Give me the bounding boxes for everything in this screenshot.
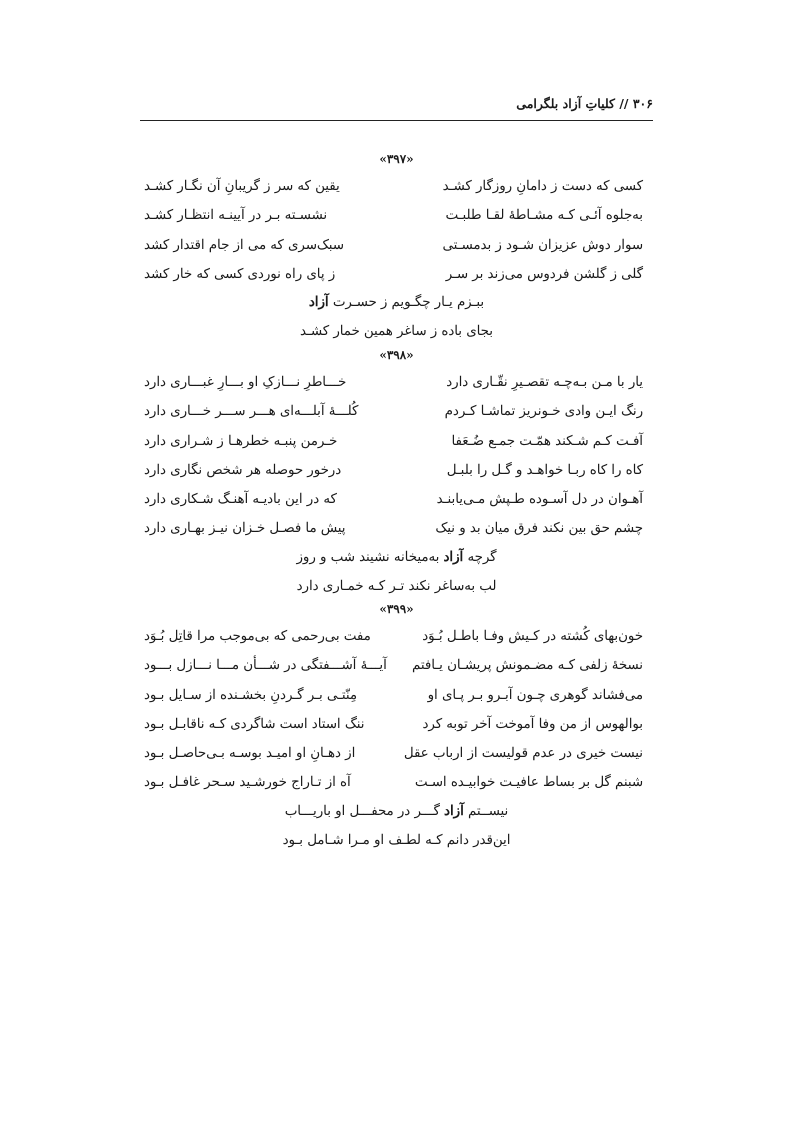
second-hemistich: خـرمن پنبـه خطرهـا ز شـراری دارد — [144, 433, 338, 449]
header-text — [516, 96, 653, 111]
second-hemistich: نشسـته بـر در آیینـه انتظـار کشـد — [144, 208, 328, 224]
second-hemistich: سبک‌سری که می از جام اقتدار کشد — [144, 237, 344, 253]
page-number: ۳۰۶ — [632, 96, 653, 111]
second-hemistich: درخور حوصله هر شخص نگاری دارد — [144, 462, 342, 478]
second-hemistich: یقین که سر ز گریبانِ آن نگـار کشـد — [144, 179, 340, 194]
second-hemistich: ز پای راه نوردی کسی که خار کشد — [144, 266, 336, 282]
second-hemistich: خـــاطرِ نـــازکِ او بـــارِ غبـــاری دارد — [144, 375, 347, 390]
poem-number: «۳۹۸» — [379, 348, 414, 362]
closing-text: گـــر در محفـــل او باریـــاب — [284, 803, 445, 819]
closing-text: گرچه — [463, 549, 497, 565]
first-hemistich: چشم حق بین نکند فرق میان بد و نیک — [435, 521, 643, 537]
second-hemistich: آیـــهٔ آشـــفتگی در شـــأن مـــا نـــازل بـــود — [144, 658, 387, 674]
closing-text: به‌میخانه نشیند شب و روز — [296, 549, 444, 565]
first-hemistich: شبنم گل بر بساط عافیـت خوابیـده اسـت — [414, 775, 643, 791]
second-hemistich: ننگ استاد است شاگردی کـه ناقابـل بـود — [144, 716, 365, 732]
second-hemistich: پیش ما فصـل خـزان نیـز بهـاری دارد — [144, 521, 346, 537]
header-separator: // — [619, 96, 629, 111]
couplet — [140, 427, 653, 456]
first-hemistich: سوار دوش عزیزان شـود ز بدمسـتی — [442, 237, 643, 253]
first-hemistich: آفـت کـم شـکند همّـت جمـع ضُـعَفا — [451, 433, 643, 449]
first-hemistich: نیست خیری در عدم قولیست از ارباب عقل — [403, 746, 643, 762]
first-hemistich: آهـوان در دل آسـوده طـپش مـی‌یابنـد — [436, 492, 643, 508]
couplet — [140, 651, 653, 680]
first-hemistich: گلی ز گلشن فردوس می‌زند بر سـر — [445, 266, 643, 282]
couplet — [140, 739, 653, 768]
couplet — [140, 768, 653, 797]
couplet — [140, 681, 653, 710]
closing-text: لب به‌ساغر نکند تـر کـه خمـاری دارد — [296, 578, 497, 594]
poet-name: آزاد — [443, 549, 464, 565]
closing-text: ببـزم یـار چگـویم ز حسـرت — [328, 295, 485, 311]
second-hemistich: آه از تـاراج خورشـید سـحر غافـل بـود — [144, 775, 351, 791]
couplet — [140, 622, 653, 651]
first-hemistich: بوالهوس از من وفا آموخت آخر توبه کرد — [422, 716, 643, 732]
second-hemistich: از دهـانِ او امیـد بوسـه بـی‌حاصـل بـود — [144, 746, 356, 762]
first-hemistich: می‌فشاند گوهری چـون آبـرو بـر پـای او — [427, 687, 643, 703]
closing-line — [140, 827, 653, 856]
couplet — [140, 201, 653, 230]
poet-name: آزاد — [444, 803, 464, 819]
book-title: کلیاتِ آزاد بلگرامی — [516, 96, 615, 111]
running-header — [140, 96, 653, 122]
closing-line — [140, 798, 653, 827]
closing-line — [140, 544, 653, 573]
first-hemistich: رنگ ایـن وادی خـونریز تماشـا کـردم — [444, 404, 643, 420]
second-hemistich: کُلـــهٔ آبلـــه‌ای هـــر ســـر خـــاری دارد — [144, 404, 359, 420]
first-hemistich: کاه را کاه ربـا خواهـد و گـل را بلبـل — [446, 462, 643, 478]
couplet — [140, 710, 653, 739]
second-hemistich: که در این بادیـه آهنـگ شـکاری دارد — [144, 492, 337, 508]
poem-398 — [140, 342, 653, 601]
header-rule — [140, 120, 653, 121]
couplet — [140, 172, 653, 201]
closing-text: نیســتم — [463, 803, 509, 819]
first-hemistich: به‌جلوه آئـی کـه مشـاطهٔ لقـا طلبـت — [445, 208, 643, 224]
first-hemistich: کسی که دست ز دامانِ روزگار کشـد — [442, 179, 643, 194]
poem-397 — [140, 146, 653, 347]
poem-number: «۳۹۹» — [379, 602, 414, 616]
closing-text: این‌قدر دانم کـه لطـف او مـرا شـامل بـود — [282, 832, 511, 848]
closing-text: بجای باده ز ساغر همین خمار کشـد — [300, 323, 493, 339]
first-hemistich: یار با مـن بـه‌چـه تقصـیرِ نقّـاری دارد — [446, 375, 643, 390]
poem-399 — [140, 596, 653, 855]
couplet — [140, 514, 653, 543]
couplet — [140, 485, 653, 514]
first-hemistich: نسخهٔ زلفی کـه مضـمونش پریشـان یـافتم — [412, 658, 643, 674]
poem-number: «۳۹۷» — [379, 152, 414, 166]
closing-line — [140, 289, 653, 318]
first-hemistich: خون‌بهای کُشته در کـیش وفـا باطـل بُـوَد — [422, 629, 643, 644]
couplet — [140, 260, 653, 289]
couplet — [140, 397, 653, 426]
couplet — [140, 231, 653, 260]
second-hemistich: مِنّتـی بـر گـردنِ بخشـنده از سـایل بـود — [144, 687, 358, 703]
couplet — [140, 368, 653, 397]
second-hemistich: مفت بی‌رحمی که بی‌موجب مرا قاتِل بُـوَد — [144, 629, 371, 644]
couplet — [140, 456, 653, 485]
poet-name: آزاد — [308, 295, 329, 311]
